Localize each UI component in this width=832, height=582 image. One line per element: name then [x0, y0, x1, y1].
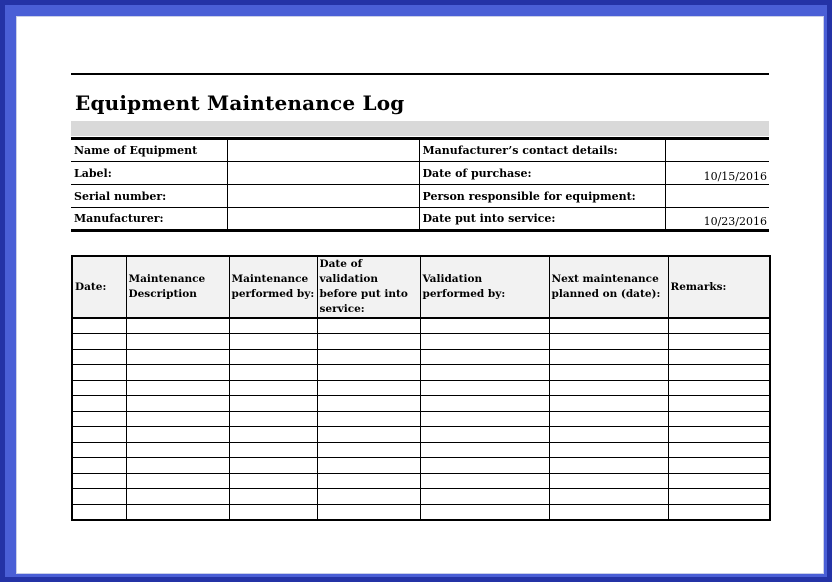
log-cell[interactable]: [420, 365, 549, 381]
header-band: [71, 121, 769, 136]
log-cell[interactable]: [317, 442, 420, 458]
log-cell[interactable]: [72, 365, 126, 381]
log-cell[interactable]: [229, 318, 317, 334]
log-cell[interactable]: [126, 458, 229, 474]
log-cell[interactable]: [420, 458, 549, 474]
log-cell[interactable]: [668, 396, 770, 412]
log-cell[interactable]: [317, 473, 420, 489]
log-cell[interactable]: [126, 411, 229, 427]
info-row: [71, 139, 769, 162]
equipment-info-table: [71, 137, 769, 232]
info-value-field[interactable]: [227, 208, 419, 231]
log-cell[interactable]: [549, 380, 668, 396]
info-label: Manufacturer:: [71, 208, 227, 231]
log-cell[interactable]: [549, 318, 668, 334]
log-cell[interactable]: [549, 334, 668, 350]
log-cell[interactable]: [72, 411, 126, 427]
log-cell[interactable]: [668, 442, 770, 458]
log-cell[interactable]: [317, 380, 420, 396]
log-row: [72, 442, 770, 458]
log-cell[interactable]: [549, 442, 668, 458]
log-cell[interactable]: [549, 489, 668, 505]
log-row: [72, 411, 770, 427]
info-label: Date put into service:: [419, 208, 665, 231]
info-value-field[interactable]: [227, 185, 419, 208]
log-cell[interactable]: [317, 504, 420, 520]
log-cell[interactable]: [126, 318, 229, 334]
log-cell[interactable]: [549, 427, 668, 443]
info-label: Date of purchase:: [419, 162, 665, 185]
log-cell[interactable]: [668, 427, 770, 443]
log-cell[interactable]: [317, 411, 420, 427]
log-cell[interactable]: [126, 427, 229, 443]
info-value-field[interactable]: [227, 139, 419, 162]
log-row: [72, 334, 770, 350]
log-cell[interactable]: [317, 458, 420, 474]
info-value-field[interactable]: [665, 139, 769, 162]
log-cell[interactable]: [229, 380, 317, 396]
log-column-header: Date:: [72, 256, 126, 318]
log-cell[interactable]: [72, 458, 126, 474]
log-cell[interactable]: [549, 365, 668, 381]
log-cell[interactable]: [229, 427, 317, 443]
log-cell[interactable]: [317, 349, 420, 365]
log-cell[interactable]: [668, 365, 770, 381]
log-cell[interactable]: [420, 473, 549, 489]
log-cell[interactable]: [420, 489, 549, 505]
info-label: Name of Equipment: [71, 139, 227, 162]
log-column-header: Remarks:: [668, 256, 770, 318]
log-cell[interactable]: [317, 318, 420, 334]
log-cell[interactable]: [420, 380, 549, 396]
log-row: [72, 396, 770, 412]
log-cell[interactable]: [420, 504, 549, 520]
log-column-header: Date of validation before put into service:: [317, 256, 420, 318]
info-value-field[interactable]: 10/15/2016: [665, 162, 769, 185]
log-row: [72, 427, 770, 443]
log-cell[interactable]: [420, 349, 549, 365]
log-row: [72, 504, 770, 520]
log-cell[interactable]: [126, 349, 229, 365]
log-cell[interactable]: [72, 334, 126, 350]
log-column-header: Next maintenance planned on (date):: [549, 256, 668, 318]
log-cell[interactable]: [72, 489, 126, 505]
log-cell[interactable]: [668, 380, 770, 396]
info-label: Label:: [71, 162, 227, 185]
log-cell[interactable]: [549, 473, 668, 489]
log-cell[interactable]: [317, 334, 420, 350]
log-cell[interactable]: [549, 349, 668, 365]
log-header-row: [72, 256, 770, 318]
log-cell[interactable]: [126, 380, 229, 396]
log-cell[interactable]: [668, 458, 770, 474]
log-cell[interactable]: [72, 442, 126, 458]
log-cell[interactable]: [420, 427, 549, 443]
info-label: Manufacturer’s contact details:: [419, 139, 665, 162]
log-cell[interactable]: [72, 396, 126, 412]
log-cell[interactable]: [317, 427, 420, 443]
log-cell[interactable]: [668, 349, 770, 365]
log-cell[interactable]: [126, 334, 229, 350]
info-value-field[interactable]: 10/23/2016: [703, 215, 767, 228]
log-cell[interactable]: [420, 396, 549, 412]
log-row: [72, 489, 770, 505]
log-cell[interactable]: [126, 396, 229, 412]
log-cell[interactable]: [72, 427, 126, 443]
log-cell[interactable]: [317, 396, 420, 412]
log-cell[interactable]: [229, 349, 317, 365]
log-row: [72, 380, 770, 396]
log-cell[interactable]: [229, 442, 317, 458]
page-title: Equipment Maintenance Log: [75, 91, 405, 115]
document-page: [16, 16, 824, 574]
log-cell[interactable]: [229, 411, 317, 427]
maintenance-log-table: [71, 255, 771, 521]
log-cell[interactable]: [229, 365, 317, 381]
info-value-field[interactable]: [227, 162, 419, 185]
log-cell[interactable]: [668, 473, 770, 489]
log-cell[interactable]: [549, 458, 668, 474]
info-value-field[interactable]: [665, 185, 769, 208]
log-cell[interactable]: [229, 473, 317, 489]
log-column-header: Validation performed by:: [420, 256, 549, 318]
log-row: [72, 349, 770, 365]
top-rule: [71, 73, 769, 75]
log-cell[interactable]: [72, 504, 126, 520]
log-row: [72, 365, 770, 381]
log-cell[interactable]: [668, 334, 770, 350]
log-cell[interactable]: [229, 334, 317, 350]
log-column-header: Maintenance performed by:: [229, 256, 317, 318]
log-cell[interactable]: [317, 489, 420, 505]
log-cell[interactable]: [72, 318, 126, 334]
log-row: [72, 458, 770, 474]
log-column-header: Maintenance Description: [126, 256, 229, 318]
log-cell[interactable]: [317, 365, 420, 381]
info-label: Serial number:: [71, 185, 227, 208]
log-cell[interactable]: [126, 365, 229, 381]
log-cell[interactable]: [668, 504, 770, 520]
log-cell[interactable]: [420, 411, 549, 427]
info-row: [71, 185, 769, 208]
log-cell[interactable]: [420, 318, 549, 334]
info-label: Person responsible for equipment:: [419, 185, 665, 208]
log-cell[interactable]: [229, 504, 317, 520]
log-cell[interactable]: [229, 489, 317, 505]
info-row: [71, 162, 769, 185]
log-row: [72, 318, 770, 334]
info-row: [71, 208, 769, 231]
log-cell[interactable]: [549, 411, 668, 427]
log-cell[interactable]: [668, 411, 770, 427]
log-cell[interactable]: [420, 442, 549, 458]
log-cell[interactable]: [549, 504, 668, 520]
log-cell[interactable]: [72, 349, 126, 365]
log-cell[interactable]: [126, 489, 229, 505]
log-cell[interactable]: [420, 334, 549, 350]
window-frame-inner: [5, 5, 827, 577]
log-cell[interactable]: [229, 458, 317, 474]
log-cell[interactable]: [229, 396, 317, 412]
log-cell[interactable]: [549, 396, 668, 412]
log-cell[interactable]: [72, 473, 126, 489]
log-cell[interactable]: [72, 380, 126, 396]
log-cell[interactable]: [668, 489, 770, 505]
log-cell[interactable]: [126, 473, 229, 489]
log-row: [72, 473, 770, 489]
log-cell[interactable]: [126, 504, 229, 520]
log-cell[interactable]: [668, 318, 770, 334]
log-cell[interactable]: [126, 442, 229, 458]
